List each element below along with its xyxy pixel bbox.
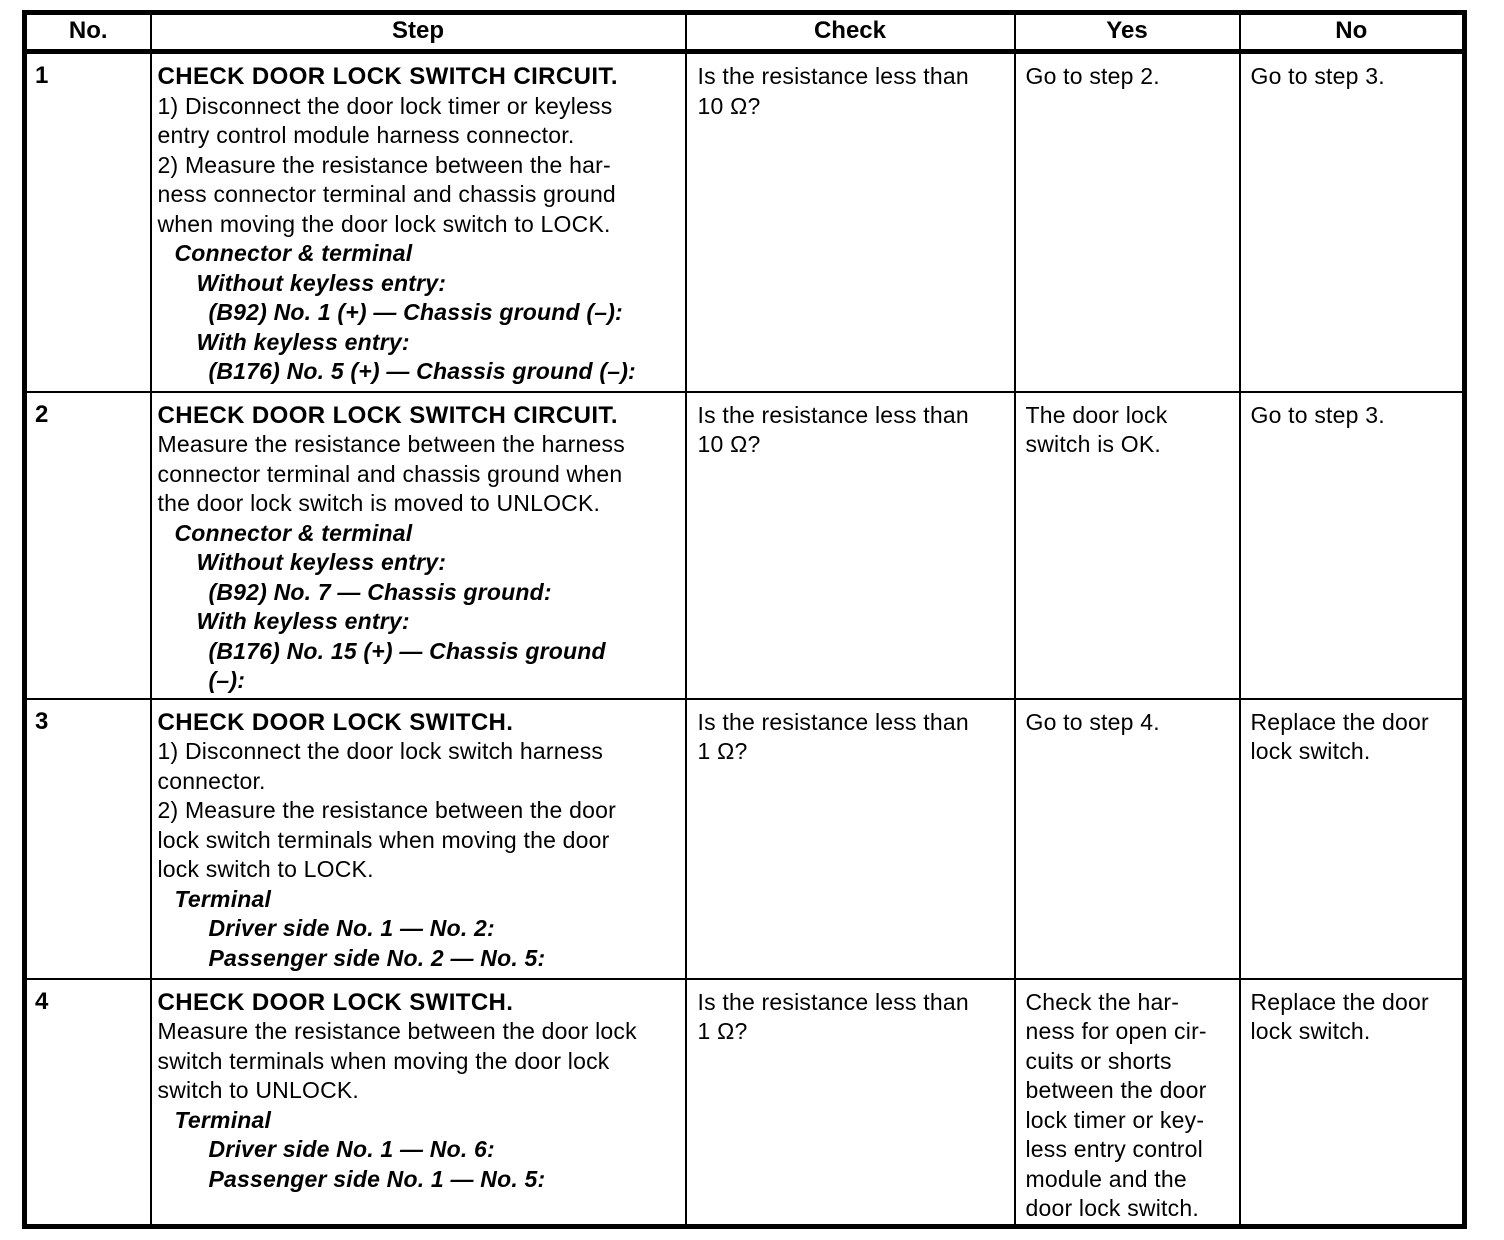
step-line: (–):	[208, 667, 246, 693]
step-line: 2) Measure the resistance between the har-	[157, 151, 611, 178]
table-body	[25, 52, 1465, 1227]
check-line: Is the resistance less than	[697, 401, 969, 428]
table-row	[25, 392, 1465, 699]
check-cell	[686, 699, 1015, 979]
step-line: Measure the resistance between the harness	[157, 431, 625, 457]
yes-cell	[1015, 52, 1240, 392]
col-header-no: No.	[25, 13, 151, 52]
no-line: Replace the door	[1250, 988, 1429, 1015]
yes-line: door lock switch.	[1025, 1195, 1199, 1221]
row-number: 1	[25, 52, 151, 392]
step-line: Terminal	[174, 885, 272, 912]
yes-line: The door lock	[1025, 401, 1168, 428]
step-line: With keyless entry:	[196, 328, 410, 355]
step-line: switch to UNLOCK.	[157, 1077, 360, 1103]
check-line: 10 Ω?	[697, 92, 761, 119]
no-line: Go to step 3.	[1250, 401, 1385, 428]
step-line: when moving the door lock switch to LOCK.	[157, 210, 611, 237]
check-line: 10 Ω?	[697, 431, 761, 457]
step-line: (B92) No. 1 (+) — Chassis ground (–):	[208, 299, 623, 325]
check-line: 1 Ω?	[697, 738, 748, 764]
check-cell	[686, 392, 1015, 699]
step-line: (B176) No. 15 (+) — Chassis ground	[208, 637, 606, 664]
step-title: CHECK DOOR LOCK SWITCH CIRCUIT.	[157, 63, 618, 90]
step-line: lock switch to LOCK.	[157, 856, 374, 882]
step-line: Measure the resistance between the door lock	[157, 1018, 637, 1044]
step-line: 2) Measure the resistance between the door	[157, 797, 616, 823]
table-row	[25, 52, 1465, 392]
check-line: Is the resistance less than	[697, 708, 969, 735]
step-line: 1) Disconnect the door lock timer or keyless	[157, 92, 613, 119]
step-line: Connector & terminal	[174, 240, 413, 266]
yes-line: Go to step 2.	[1025, 63, 1160, 89]
step-line: entry control module harness connector.	[157, 122, 575, 148]
yes-line: Go to step 4.	[1025, 708, 1160, 735]
result-cell	[1240, 392, 1465, 699]
step-line: (B176) No. 5 (+) — Chassis ground (–):	[208, 358, 636, 384]
yes-cell	[1015, 699, 1240, 979]
step-line: Driver side No. 1 — No. 6:	[208, 1136, 495, 1162]
no-line: lock switch.	[1250, 738, 1371, 764]
check-line: 1 Ω?	[697, 1018, 748, 1044]
step-cell	[151, 699, 686, 979]
step-line: Connector & terminal	[174, 519, 413, 546]
result-cell	[1240, 52, 1465, 392]
step-cell	[151, 979, 686, 1227]
step-line: connector terminal and chassis ground when	[157, 460, 623, 487]
check-line: Is the resistance less than	[697, 63, 969, 89]
no-line: lock switch.	[1250, 1018, 1371, 1044]
step-title: CHECK DOOR LOCK SWITCH.	[157, 708, 514, 736]
yes-cell	[1015, 979, 1240, 1227]
yes-line: between the door	[1025, 1077, 1207, 1103]
step-line: 1) Disconnect the door lock switch harness	[157, 738, 604, 764]
step-title: CHECK DOOR LOCK SWITCH.	[157, 988, 514, 1016]
table-row	[25, 699, 1465, 979]
step-line: Passenger side No. 2 — No. 5:	[208, 944, 546, 971]
col-header-yes: Yes	[1015, 13, 1240, 52]
check-cell	[686, 979, 1015, 1227]
yes-line: Check the har-	[1025, 988, 1180, 1015]
step-title: CHECK DOOR LOCK SWITCH CIRCUIT.	[157, 401, 618, 429]
step-line: lock switch terminals when moving the door	[157, 826, 610, 853]
check-line: Is the resistance less than	[697, 988, 969, 1015]
row-number: 3	[25, 699, 151, 979]
step-line: the door lock switch is moved to UNLOCK.	[157, 490, 601, 516]
col-header-step: Step	[151, 13, 686, 52]
row-number: 2	[25, 392, 151, 699]
diagnostic-table	[22, 10, 1467, 1229]
yes-line: lock timer or key-	[1025, 1106, 1205, 1133]
yes-line: module and the	[1025, 1165, 1187, 1192]
step-line: Passenger side No. 1 — No. 5:	[208, 1165, 546, 1192]
yes-line: ness for open cir-	[1025, 1018, 1207, 1044]
step-line: connector.	[157, 767, 266, 794]
step-cell	[151, 52, 686, 392]
no-line: Replace the door	[1250, 708, 1429, 735]
step-line: Terminal	[174, 1106, 272, 1133]
yes-line: cuits or shorts	[1025, 1047, 1172, 1074]
step-line: With keyless entry:	[196, 608, 410, 634]
step-line: Driver side No. 1 — No. 2:	[208, 915, 495, 941]
header-row	[25, 13, 1465, 52]
yes-line: less entry control	[1025, 1136, 1203, 1162]
table-row	[25, 979, 1465, 1227]
result-cell	[1240, 979, 1465, 1227]
step-line: (B92) No. 7 — Chassis ground:	[208, 578, 552, 605]
step-line: Without keyless entry:	[196, 269, 447, 296]
no-line: Go to step 3.	[1250, 63, 1385, 89]
col-header-check: Check	[686, 13, 1015, 52]
result-cell	[1240, 699, 1465, 979]
step-cell	[151, 392, 686, 699]
step-line: ness connector terminal and chassis ground	[157, 181, 616, 207]
check-cell	[686, 52, 1015, 392]
yes-cell	[1015, 392, 1240, 699]
step-line: switch terminals when moving the door lock	[157, 1047, 610, 1074]
col-header-no-result: No	[1240, 13, 1465, 52]
step-line: Without keyless entry:	[196, 549, 447, 575]
yes-line: switch is OK.	[1025, 431, 1162, 457]
row-number: 4	[25, 979, 151, 1227]
